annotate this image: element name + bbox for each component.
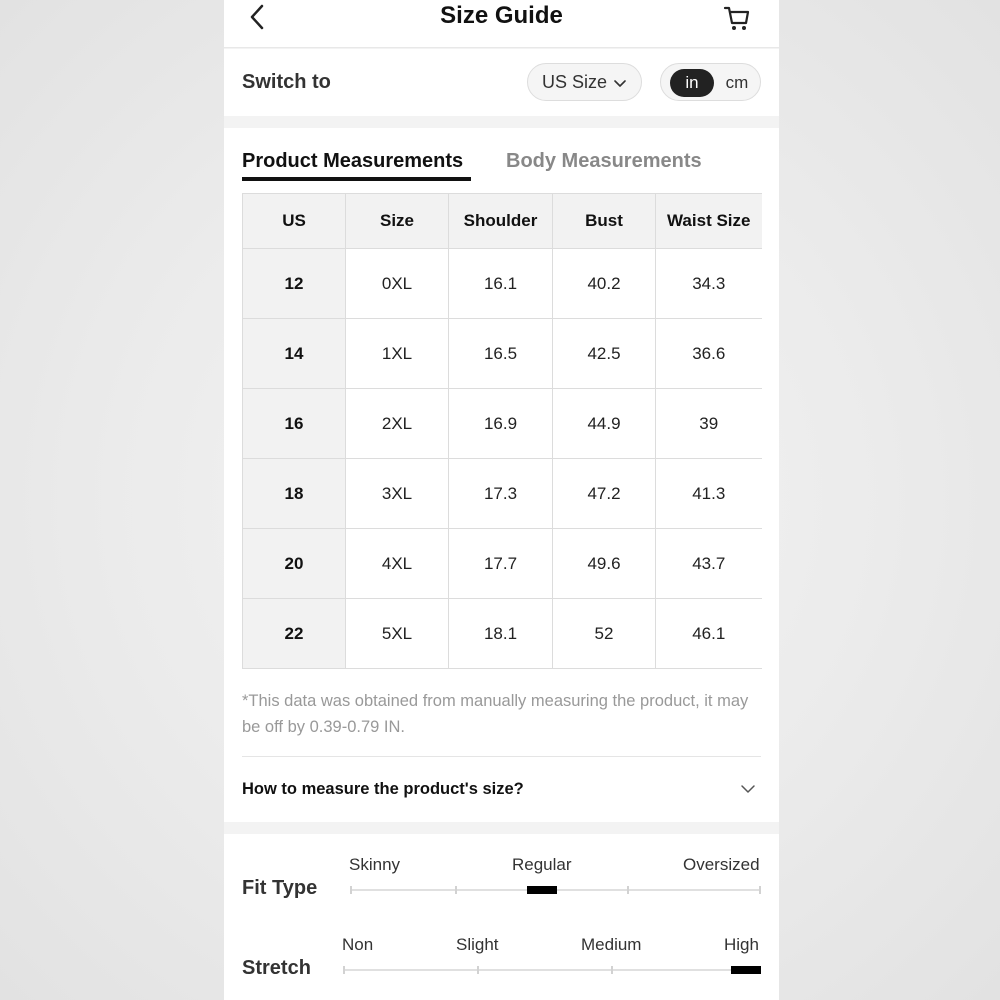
fit-type-tick xyxy=(627,886,629,894)
table-cell-size: 1XL xyxy=(346,319,449,389)
size-system-select[interactable] xyxy=(527,63,642,101)
unit-toggle xyxy=(660,63,761,101)
fit-type-option-skinny: Skinny xyxy=(349,855,401,874)
table-cell-bust: 49.6 xyxy=(553,529,656,599)
measurements-card xyxy=(224,128,779,822)
stretch-option-medium: Medium xyxy=(581,935,642,954)
size-guide-screen xyxy=(224,0,779,1000)
column-header-shoulder: Shoulder xyxy=(449,194,553,249)
column-header-waist-size: Waist Size xyxy=(656,194,762,249)
switch-label: Switch to xyxy=(242,71,331,93)
fit-type-option-oversized: Oversized xyxy=(683,855,760,874)
stretch-option-high: High xyxy=(724,935,759,954)
table-cell-size: 0XL xyxy=(346,249,449,319)
size-system-value: US Size xyxy=(542,72,608,92)
table-cell-bust: 42.5 xyxy=(553,319,656,389)
fit-type-tick xyxy=(759,886,761,894)
chevron-down-icon xyxy=(614,77,626,89)
cart-button[interactable] xyxy=(723,4,751,32)
table-row xyxy=(243,599,762,669)
table-cell-us: 14 xyxy=(243,319,346,389)
table-row xyxy=(243,389,762,459)
table-cell-bust: 44.9 xyxy=(553,389,656,459)
stretch-tick xyxy=(611,966,613,974)
stretch-tick xyxy=(343,966,345,974)
page-title: Size Guide xyxy=(440,2,563,29)
tab-product-measurements[interactable]: Product Measurements xyxy=(242,150,464,172)
table-cell-shoulder: 16.1 xyxy=(449,249,553,319)
table-cell-size: 3XL xyxy=(346,459,449,529)
table-cell-us: 18 xyxy=(243,459,346,529)
stretch-scale-track xyxy=(343,969,761,971)
table-cell-waist: 46.1 xyxy=(656,599,762,669)
table-cell-us: 22 xyxy=(243,599,346,669)
stretch-tick xyxy=(477,966,479,974)
table-cell-shoulder: 16.5 xyxy=(449,319,553,389)
table-cell-waist: 41.3 xyxy=(656,459,762,529)
stretch-indicator xyxy=(731,966,761,974)
unit-in-option[interactable]: in xyxy=(670,69,714,97)
table-cell-size: 5XL xyxy=(346,599,449,669)
tab-body-measurements[interactable]: Body Measurements xyxy=(506,150,702,172)
stretch-option-non: Non xyxy=(342,935,374,954)
table-cell-bust: 47.2 xyxy=(553,459,656,529)
table-cell-size: 2XL xyxy=(346,389,449,459)
table-cell-us: 16 xyxy=(243,389,346,459)
stretch-label: Stretch xyxy=(242,957,311,979)
table-cell-us: 12 xyxy=(243,249,346,319)
table-header-row xyxy=(243,194,762,249)
how-to-measure-label: How to measure the product's size? xyxy=(242,780,524,798)
cart-icon xyxy=(723,4,751,32)
table-row xyxy=(243,319,762,389)
table-cell-shoulder: 17.3 xyxy=(449,459,553,529)
fit-card xyxy=(224,834,779,1000)
table-cell-waist: 34.3 xyxy=(656,249,762,319)
size-table xyxy=(242,193,762,669)
column-header-bust: Bust xyxy=(553,194,656,249)
table-cell-us: 20 xyxy=(243,529,346,599)
table-cell-shoulder: 16.9 xyxy=(449,389,553,459)
top-bar xyxy=(224,0,779,48)
column-header-size: Size xyxy=(346,194,449,249)
fit-type-option-regular: Regular xyxy=(512,855,572,874)
table-cell-shoulder: 18.1 xyxy=(449,599,553,669)
table-cell-shoulder: 17.7 xyxy=(449,529,553,599)
table-row xyxy=(243,529,762,599)
fit-type-label: Fit Type xyxy=(242,877,318,899)
table-row xyxy=(243,249,762,319)
switch-row xyxy=(224,49,779,116)
fit-type-indicator xyxy=(527,886,557,894)
unit-cm-option[interactable]: cm xyxy=(725,73,749,92)
fit-type-tick xyxy=(455,886,457,894)
active-tab-indicator xyxy=(242,177,471,181)
chevron-down-icon xyxy=(740,781,756,797)
how-to-measure-row[interactable] xyxy=(224,757,779,821)
table-cell-waist: 43.7 xyxy=(656,529,762,599)
column-header-us: US xyxy=(243,194,346,249)
table-cell-waist: 39 xyxy=(656,389,762,459)
table-cell-waist: 36.6 xyxy=(656,319,762,389)
table-row xyxy=(243,459,762,529)
fit-type-tick xyxy=(350,886,352,894)
table-cell-size: 4XL xyxy=(346,529,449,599)
stretch-option-slight: Slight xyxy=(456,935,499,954)
table-cell-bust: 40.2 xyxy=(553,249,656,319)
table-cell-bust: 52 xyxy=(553,599,656,669)
measurement-disclaimer: *This data was obtained from manually measuring the product, it may be off by 0.39-0.79 IN. xyxy=(242,692,749,736)
